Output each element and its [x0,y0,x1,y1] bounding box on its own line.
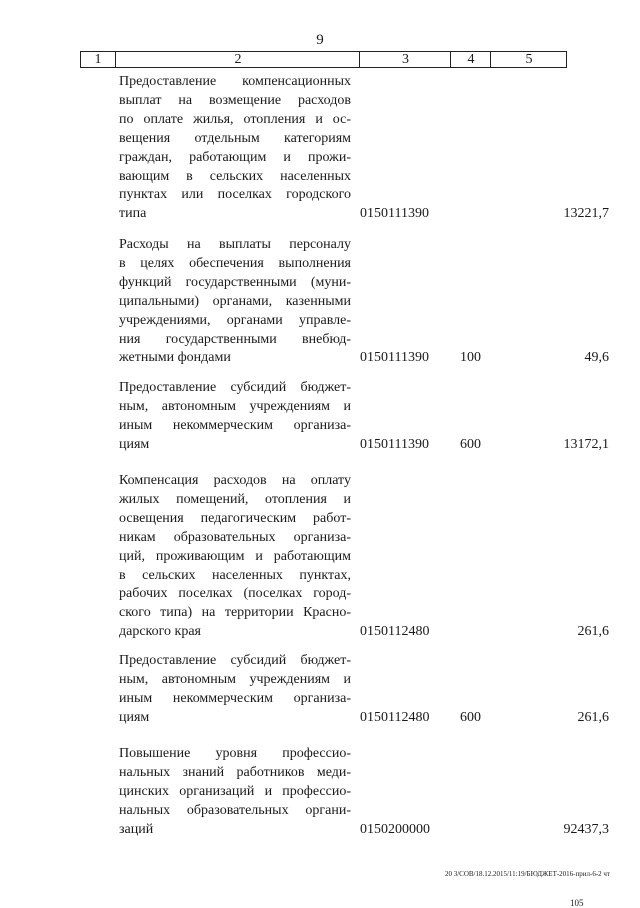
target-article-code: 0150111390 [360,206,429,222]
column-header-1: 1 [94,52,102,67]
row-description [119,652,351,728]
page-number: 9 [316,32,324,48]
description-line: учреждениями, органами управле- [119,312,351,328]
description-line: жилых помещений, отопления и [119,491,351,507]
description-line: в целях обеспечения выполнения [119,255,351,271]
amount: 92437,3 [563,821,609,837]
description-line: рабочих поселках (поселках город- [119,586,351,602]
document-footer-note: 20 3/СОВ/18.12.2015/11:19/БЮДЖЕТ-2016-прил-6-2 чт [444,870,610,878]
description-line: Предоставление субсидий бюджет- [119,653,351,668]
amount: 261,6 [577,709,609,725]
description-line: цинских организаций и профессио- [119,783,351,799]
target-article-code: 0150112480 [360,709,430,725]
description-line: выплат на возмещение расходов [119,92,351,108]
description-line: заций [119,821,154,837]
description-line: циям [119,709,150,725]
description-line: освещения педагогическим работ- [119,510,351,526]
column-header-5: 5 [490,52,567,67]
description-line: дарского края [119,624,201,640]
description-line: пунктах или поселках городского [119,187,351,203]
description-line: по оплате жилья, отопления и ос- [119,111,351,127]
description-line: никам образовательных организа- [119,529,351,545]
row-description [119,73,351,224]
table-header-row [80,51,567,68]
description-line: нальных знаний работников меди- [119,764,351,780]
row-description [119,745,351,840]
description-line: типа [119,206,147,222]
row-description [119,379,351,455]
description-line: иным некоммерческим организа- [119,417,351,433]
description-line: ния государственными внебюд- [119,331,351,347]
column-header-4: 4 [450,52,491,67]
description-line: ным, автономным учреждениям и [119,398,351,414]
amount: 261,6 [577,624,609,640]
description-line: Компенсация расходов на оплату [119,473,351,488]
expense-type: 600 [460,436,481,452]
description-line: ципальными) органами, казенными [119,293,351,309]
description-line: вещения отдельным категориям [119,130,351,146]
description-line: нальных образовательных органи- [119,802,351,818]
expense-type: 100 [460,350,481,366]
description-line: функций государственными (муни- [119,274,351,290]
column-header-3: 3 [359,52,451,67]
description-line: циям [119,436,150,452]
description-line: Предоставление субсидий бюджет- [119,380,351,395]
description-line: ского типа) на территории Красно- [119,605,351,621]
row-description [119,472,351,642]
description-line: жетными фондами [119,350,231,366]
description-line: Расходы на выплаты персоналу [119,237,351,252]
description-line: вающим в сельских населенных [119,168,351,184]
description-line: ций, проживающим и работающим [119,548,351,564]
row-description [119,236,351,368]
description-line: Повышение уровня профессио- [119,746,351,761]
target-article-code: 0150111390 [360,350,429,366]
target-article-code: 0150111390 [360,436,429,452]
column-header-2: 2 [115,52,360,67]
description-line: граждан, работающим и прожи- [119,149,351,165]
expense-type: 600 [460,709,481,725]
amount: 13221,7 [563,206,609,222]
target-article-code: 0150200000 [360,821,430,837]
amount: 49,6 [584,350,609,366]
description-line: ным, автономным учреждениям и [119,671,351,687]
description-line: в сельских населенных пунктах, [119,567,351,583]
amount: 13172,1 [563,436,609,452]
target-article-code: 0150112480 [360,624,430,640]
description-line: иным некоммерческим организа- [119,690,351,706]
description-line: Предоставление компенсационных [119,74,351,89]
page-mark: 105 [570,898,584,908]
